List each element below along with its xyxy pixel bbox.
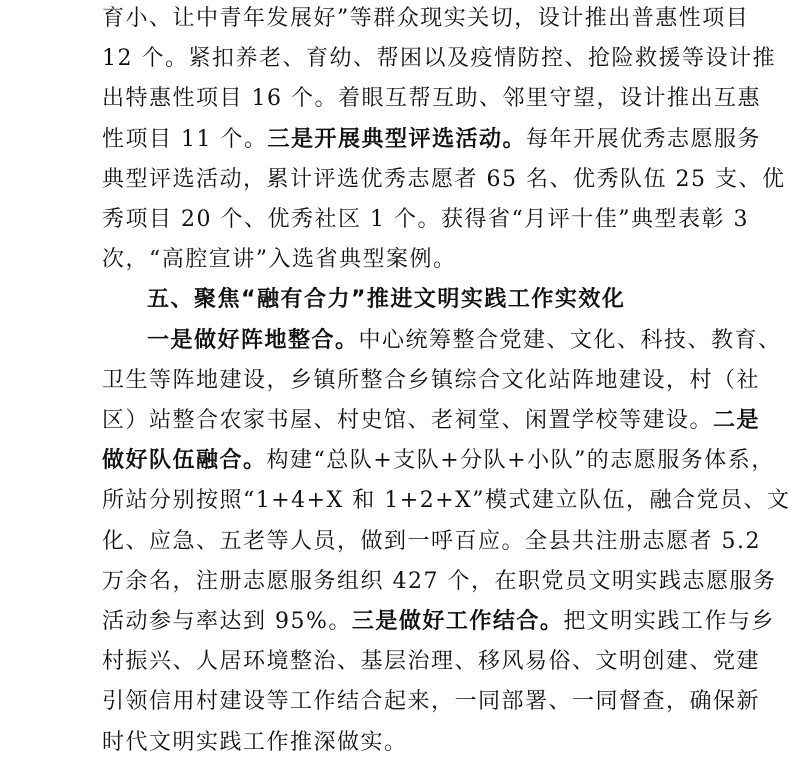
text-segment: 把文明实践工作与乡 <box>563 609 775 634</box>
text-segment: 卫生等阵地建设，乡镇所整合乡镇综合文化站阵地建设，村（社 <box>102 367 761 393</box>
text-line <box>102 160 800 200</box>
text-segment: 出特惠性项目 16 个。着眼互帮互助、邻里守望，设计推出互惠 <box>102 86 761 112</box>
text-line <box>102 120 800 160</box>
text-segment: 村振兴、人居环境整治、基层治理、移风易俗、文明创建、党建 <box>102 649 761 675</box>
text-line <box>102 723 800 763</box>
text-line <box>102 79 800 119</box>
bold-text-segment: 做好队伍融合。 <box>102 448 267 474</box>
text-line <box>102 602 800 642</box>
heading-text: 五、聚焦“融有合力”推进文明实践工作实效化 <box>147 287 626 313</box>
text-segment: 引领信用村建设等工作结合起来，一同部署、一同督查，确保新 <box>102 689 761 715</box>
text-segment: 所站分别按照“1+4+X 和 1+2+X”模式建立队伍，融合党员、文 <box>102 488 791 514</box>
text-segment: 活动参与率达到 95%。 <box>102 609 352 634</box>
text-segment: 12 个。紧扣养老、育幼、帮困以及疫情防控、抢险救援等设计推 <box>102 46 776 72</box>
text-line <box>102 682 800 722</box>
text-line <box>102 441 800 481</box>
text-line <box>102 562 800 602</box>
text-segment: 典型评选活动，累计评选优秀志愿者 65 名、优秀队伍 25 支、优 <box>102 166 786 192</box>
text-line <box>102 522 800 562</box>
text-segment: 时代文明实践工作推深做实。 <box>102 729 408 755</box>
text-line <box>102 642 800 682</box>
text-segment: 万余名，注册志愿服务组织 427 个，在职党员文明实践志愿服务 <box>102 568 777 594</box>
text-line <box>102 361 800 401</box>
bold-text-segment: 二是 <box>713 408 761 433</box>
text-segment: 化、应急、五老等人员，做到一呼百应。全县共注册志愿者 5.2 <box>102 528 761 554</box>
text-line <box>102 0 800 39</box>
text-segment: 性项目 11 个。 <box>102 126 268 152</box>
text-line <box>102 200 800 240</box>
text-segment: 秀项目 20 个、优秀社区 1 个。获得省“月评十佳”典型表彰 3 <box>102 207 749 232</box>
bold-text-segment: 三是开展典型评选活动。 <box>267 126 526 152</box>
text-segment: 区）站整合农家书屋、村史馆、老祠堂、闲置学校等建设。 <box>102 408 714 433</box>
text-segment: 中心统筹整合党建、文化、科技、教育、 <box>358 327 782 353</box>
bold-text-segment: 一是做好阵地整合。 <box>147 327 359 353</box>
text-line <box>102 401 800 441</box>
text-segment: 构建“总队+支队+分队+小队”的志愿服务体系， <box>266 448 775 474</box>
text-segment: 育小、让中青年发展好”等群众现实关切，设计推出普惠性项目 <box>102 6 750 31</box>
text-segment: 次，“高腔宣讲”入选省典型案例。 <box>102 247 457 273</box>
text-line <box>102 39 800 79</box>
text-line <box>147 321 800 361</box>
text-segment: 每年开展优秀志愿服务 <box>526 126 762 152</box>
bold-text-segment: 三是做好工作结合。 <box>351 609 564 634</box>
text-line <box>102 240 800 280</box>
section-heading <box>147 280 800 320</box>
text-line <box>102 481 800 521</box>
